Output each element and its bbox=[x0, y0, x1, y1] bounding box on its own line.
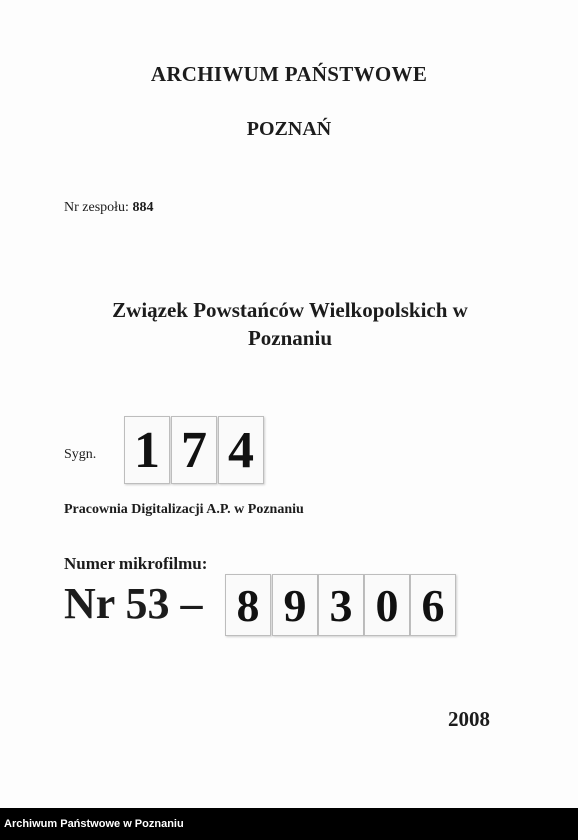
fond-number bbox=[64, 200, 153, 216]
signature-digit-tile: 4 bbox=[218, 416, 264, 484]
fond-name bbox=[40, 296, 540, 352]
microfilm-digit-tile: 0 bbox=[364, 574, 410, 636]
footer-bar: Archiwum Państwowe w Poznaniu bbox=[0, 808, 578, 840]
fond-name-line-2: Poznaniu bbox=[247, 326, 333, 350]
fond-number-value: 884 bbox=[132, 200, 154, 215]
signature-digit-tile: 7 bbox=[171, 416, 217, 484]
microfilm-digit-tile: 9 bbox=[272, 574, 318, 636]
archive-title: ARCHIWUM PAŃSTWOWE bbox=[150, 62, 428, 86]
signature-digit-tile: 1 bbox=[124, 416, 170, 484]
signature-label: Sygn. bbox=[64, 447, 97, 462]
microfilm-digit-tile: 6 bbox=[410, 574, 456, 636]
digitization-lab: Pracownia Digitalizacji A.P. w Poznaniu bbox=[64, 502, 304, 517]
document-year: 2008 bbox=[448, 707, 490, 731]
microfilm-digit-tile: 8 bbox=[225, 574, 271, 636]
microfilm-label: Numer mikrofilmu: bbox=[64, 554, 208, 573]
microfilm-digit-tile: 3 bbox=[318, 574, 364, 636]
microfilm-prefix: Nr 53 – bbox=[64, 579, 203, 628]
fond-name-line-1: Związek Powstańców Wielkopolskich w bbox=[112, 298, 468, 322]
archive-city: POZNAŃ bbox=[246, 118, 332, 140]
fond-number-label: Nr zespołu: bbox=[64, 200, 129, 215]
